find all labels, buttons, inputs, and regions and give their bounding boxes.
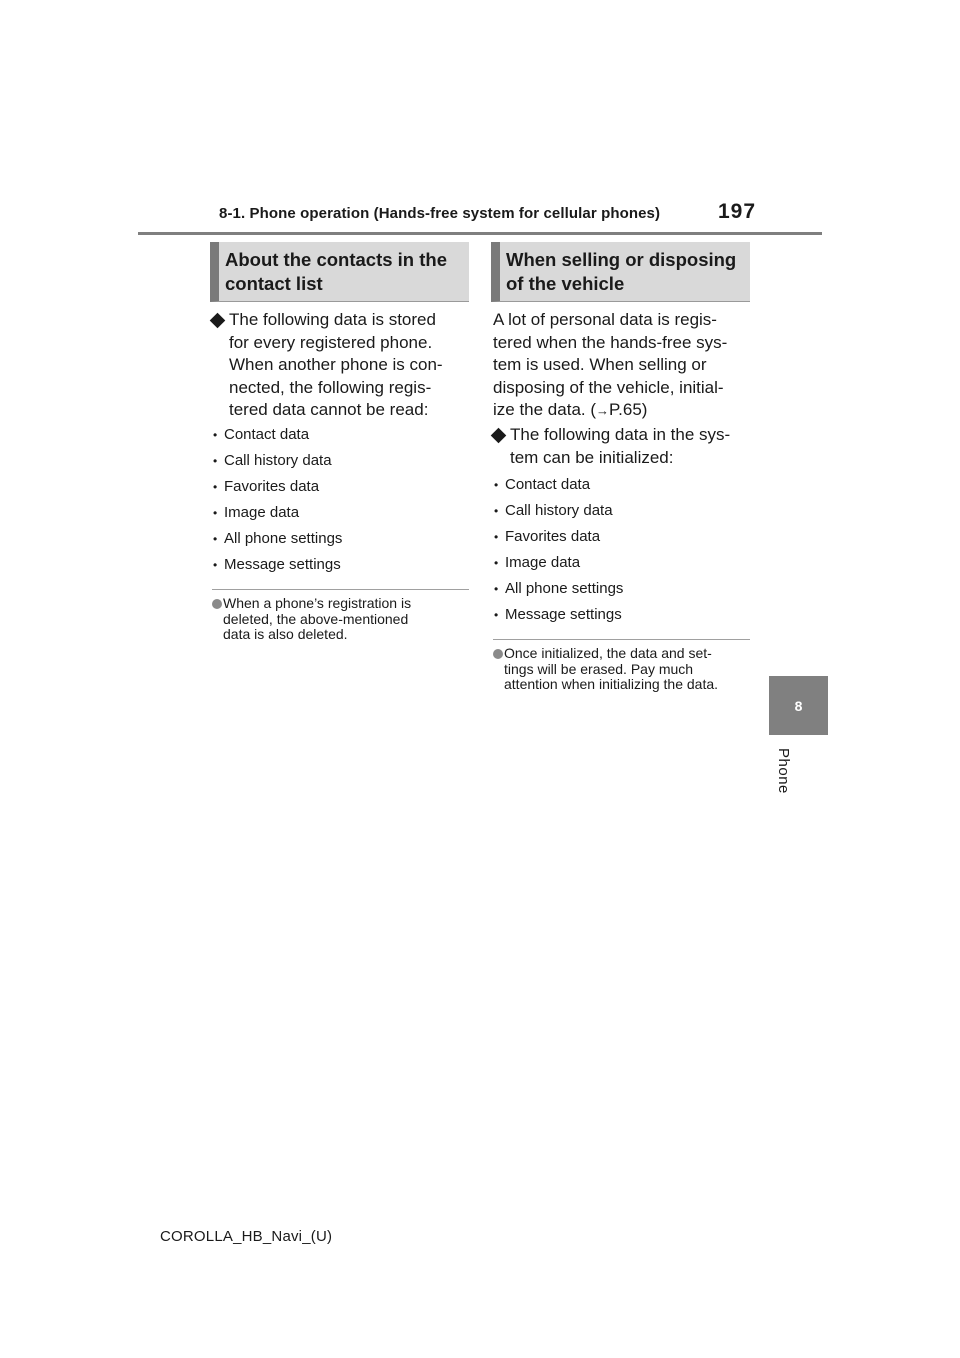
note-line: tings will be erased. Pay much — [504, 660, 694, 677]
para-line: disposing of the vehicle, initial- — [493, 377, 724, 397]
diamond-bullet-icon — [210, 313, 226, 329]
diamond-line: for every registered phone. — [229, 332, 433, 352]
right-paragraph — [493, 309, 753, 423]
para-line: ize the data. ( — [493, 400, 597, 419]
left-heading-line: contact list — [225, 273, 323, 294]
list-item: • Message settings — [213, 556, 473, 582]
para-line-with-ref — [493, 399, 753, 423]
left-diamond-item — [212, 309, 472, 422]
right-section-heading — [491, 242, 750, 302]
footer-document-code: COROLLA_HB_Navi_(U) — [160, 1228, 333, 1245]
note-line: Once initialized, the data and set- — [504, 645, 712, 661]
left-bullet-list — [213, 426, 473, 582]
note-bullet-icon — [212, 599, 222, 609]
para-line: tered when the hands-free sys- — [493, 332, 728, 352]
list-item: • Favorites data — [213, 478, 473, 504]
chapter-tab-number: 8 — [794, 697, 803, 714]
header-divider — [138, 232, 822, 235]
page-number: 197 — [718, 200, 757, 223]
para-line: tem is used. When selling or — [493, 355, 707, 374]
right-note — [493, 646, 755, 693]
left-heading-line: About the contacts in the — [225, 249, 447, 270]
list-item: • Image data — [494, 554, 754, 580]
note-divider — [212, 589, 469, 590]
diamond-bullet-icon — [491, 428, 507, 444]
right-bullet-list — [494, 476, 754, 632]
note-divider — [493, 639, 750, 640]
list-item: • Image data — [213, 504, 473, 530]
chapter-tab — [769, 676, 828, 735]
list-item: • Contact data — [494, 476, 754, 502]
note-line: deleted, the above-mentioned — [223, 610, 409, 627]
diamond-line: nected, the following regis- — [229, 377, 432, 397]
diamond-line: When another phone is con- — [229, 355, 443, 374]
right-heading-line: of the vehicle — [506, 273, 625, 294]
note-line: data is also deleted. — [223, 626, 348, 642]
page-reference-link[interactable]: P.65) — [609, 400, 648, 419]
list-item: • Message settings — [494, 606, 754, 632]
right-heading-line: When selling or disposing — [506, 249, 737, 270]
chapter-title: 8-1. Phone operation (Hands-free system for cellular phones) — [219, 205, 661, 222]
diamond-line: The following data is stored — [229, 310, 436, 329]
list-item: • Favorites data — [494, 528, 754, 554]
chapter-tab-label: Phone — [775, 748, 792, 794]
list-item: • Call history data — [494, 502, 754, 528]
diamond-line: tem can be initialized: — [510, 447, 674, 467]
right-diamond-item — [493, 424, 753, 469]
note-bullet-icon — [493, 649, 503, 659]
list-item: • Call history data — [213, 452, 473, 478]
list-item: • All phone settings — [213, 530, 473, 556]
note-line: When a phone’s registration is — [223, 595, 412, 611]
para-line: A lot of personal data is regis- — [493, 310, 717, 329]
list-item: • All phone settings — [494, 580, 754, 606]
diamond-line: tered data cannot be read: — [229, 400, 429, 419]
left-section-heading — [210, 242, 469, 302]
note-line: attention when initializing the data. — [504, 676, 719, 692]
arrow-icon: → — [596, 403, 610, 418]
diamond-line: The following data in the sys- — [510, 425, 731, 444]
list-item: • Contact data — [213, 426, 473, 452]
left-note — [212, 596, 472, 643]
